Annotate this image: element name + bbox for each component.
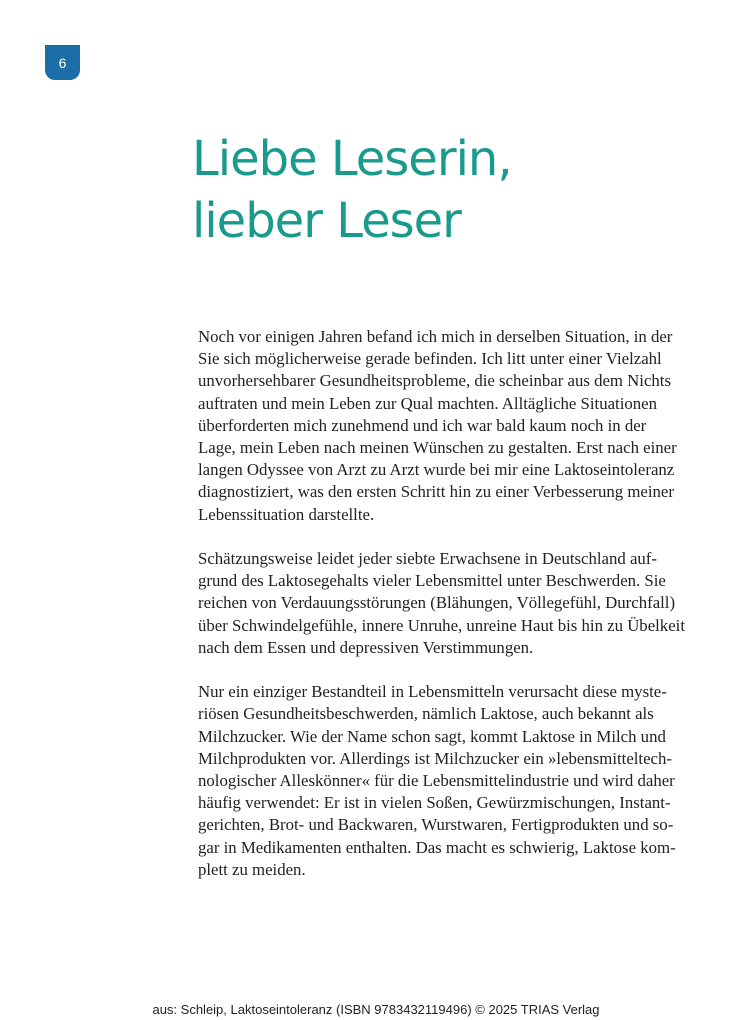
paragraph-line: Noch vor einigen Jahren befand ich mich in derselben Situation, in der bbox=[198, 327, 673, 346]
paragraph-line: riösen Gesundheitsbeschwerden, nämlich Laktose, auch bekannt als bbox=[198, 704, 654, 724]
paragraph-line: überforderten mich zunehmend und ich war bald kaum noch in der bbox=[198, 415, 647, 435]
paragraph-line: auftraten und mein Leben zur Qual machten. Alltägliche Situationen bbox=[198, 393, 658, 413]
title-line-1: Liebe Leserin, bbox=[192, 131, 512, 187]
paragraph-line: Milchprodukten vor. Allerdings ist Milchzucker ein »lebensmitteltech- bbox=[198, 748, 672, 768]
paragraph-line: über Schwindelgefühle, innere Unruhe, unreine Haut bis hin zu Übelkeit bbox=[198, 615, 685, 635]
paragraph-line: gar in Medikamenten enthalten. Das macht es schwierig, Laktose kom- bbox=[198, 837, 676, 857]
paragraph-2 bbox=[198, 548, 688, 659]
paragraph-line: diagnostiziert, was den ersten Schritt hin zu einer Verbesserung meiner bbox=[198, 482, 674, 502]
paragraph-line: langen Odyssee von Arzt zu Arzt wurde bei mir eine Laktoseintoleranz bbox=[198, 460, 675, 480]
paragraph-line: nologischer Alleskönner« für die Lebensmittelindustrie und wird daher bbox=[198, 771, 675, 791]
paragraph-line: grund des Laktosegehalts vieler Lebensmittel unter Beschwerden. Sie bbox=[198, 571, 666, 591]
paragraph-line: Lebenssituation darstellte. bbox=[198, 504, 375, 524]
page-number-badge: 6 bbox=[45, 45, 80, 80]
paragraph-line: Nur ein einziger Bestandteil in Lebensmitteln verursacht diese myste- bbox=[198, 682, 667, 702]
title-line-2: lieber Leser bbox=[192, 193, 461, 249]
paragraph-line: gerichten, Brot- und Backwaren, Wurstwaren, Fertigprodukten und so- bbox=[198, 815, 674, 835]
paragraph-line: nach dem Essen und depressiven Verstimmungen. bbox=[198, 637, 534, 657]
page-title bbox=[192, 128, 512, 252]
paragraph-line: Milchzucker. Wie der Name schon sagt, kommt Laktose in Milch und bbox=[198, 726, 666, 746]
paragraph-line: Sie sich möglicherweise gerade befinden. Ich litt unter einer Vielzahl bbox=[198, 349, 662, 369]
footer-citation: aus: Schleip, Laktoseintoleranz (ISBN 9783432119496) © 2025 TRIAS Verlag bbox=[152, 1002, 600, 1017]
paragraph-line: unvorhersehbarer Gesundheitsprobleme, die scheinbar aus dem Nichts bbox=[198, 371, 671, 391]
paragraph-line: häufig verwendet: Er ist in vielen Soßen, Gewürzmischungen, Instant- bbox=[198, 793, 671, 813]
paragraph-line: Lage, mein Leben nach meinen Wünschen zu gestalten. Erst nach einer bbox=[198, 438, 677, 458]
paragraph-line: Schätzungsweise leidet jeder siebte Erwachsene in Deutschland auf- bbox=[198, 549, 657, 569]
paragraph-line: reichen von Verdauungsstörungen (Blähungen, Völlegefühl, Durchfall) bbox=[198, 593, 676, 613]
paragraph-line: plett zu meiden. bbox=[198, 859, 306, 879]
body-text bbox=[198, 326, 688, 903]
paragraph-1 bbox=[198, 326, 688, 526]
paragraph-3 bbox=[198, 681, 688, 881]
